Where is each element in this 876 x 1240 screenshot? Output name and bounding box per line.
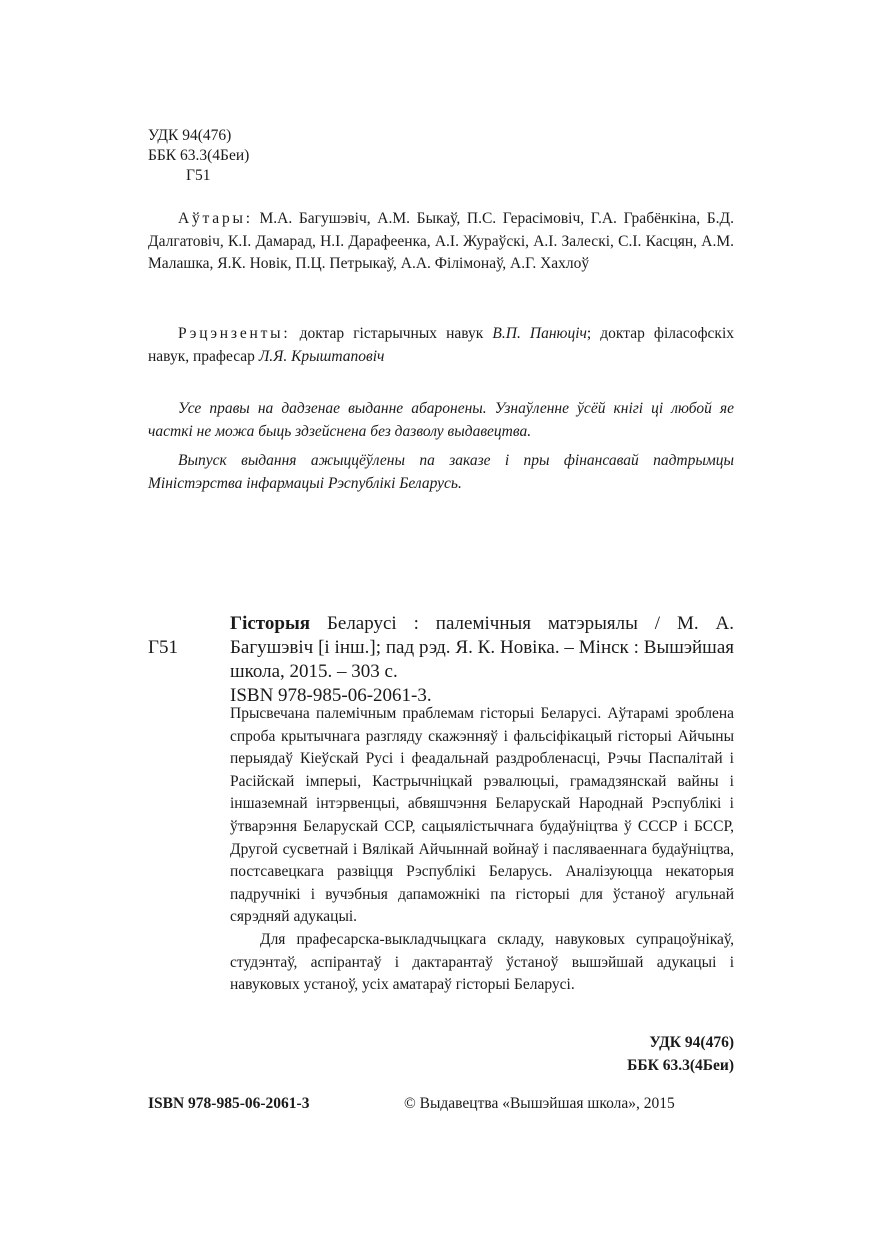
authors-paragraph (148, 208, 734, 276)
book-title: Гісторыя (230, 613, 311, 634)
bibliographic-details: Беларусі : палемічныя матэрыялы / М. А. Багушэвіч [і інш.]; пад рэд. Я. К. Новіка. – Мінск : Вышэйшая школа, 2015. – 303 с. (230, 613, 734, 682)
reviewers-paragraph (148, 323, 734, 368)
bibliographic-isbn: ISBN 978-985-06-2061-3. (230, 685, 432, 706)
bibliographic-code: Г51 (148, 637, 178, 658)
udk-code: УДК 94(476) (148, 127, 232, 144)
bbk-code: ББК 63.3(4Беи) (148, 147, 250, 164)
reviewers-label: Рэцэнзенты: (178, 325, 291, 342)
reviewers-text-2: ; доктар філасофскіх навук, прафесар (148, 325, 735, 365)
classification-codes (148, 126, 249, 186)
authors-names: М.А. Багушэвіч, А.М. Быкаў, П.С. Герасімовіч, Г.А. Грабёнкіна, Б.Д. Далгатовіч, К.І. Дамарад, Н.І. Дарафеенка, А.І. Жураўскі, А.І. Залескі, С.І. Касцян, А.М. Малашка, Я.К. Новік, П.Ц. Петрыкаў, А.А. Філімонаў, А.Г. Хахлоў (148, 210, 735, 272)
footer-classification-codes (627, 1031, 734, 1077)
copyright-notice: © Выдавецтва «Вышэйшая школа», 2015 (404, 1095, 675, 1112)
bibliographic-record (230, 612, 734, 708)
reviewers-text-1: доктар гістарычных навук (299, 325, 484, 342)
footer-udk-code: УДК 94(476) (649, 1034, 734, 1051)
rights-notice: Усе правы на дадзенае выданне абаронены. Узнаўленне ўсёй кнігі ці любой яе часткі не можа быць здзейснена без дазволу выдавецтва. (148, 400, 734, 440)
reviewer-name-2: Л.Я. Крыштаповіч (258, 347, 385, 365)
annotation (230, 703, 734, 997)
annotation-paragraph: Прысвечана палемічным праблемам гісторыі Беларусі. Аўтарамі зроблена спроба крытычнага разгляду скажэнняў і фальсіфікацый гісторыі Айчыны перыядаў Кіеўскай Русі і феадальнай раздробленасці, Рэчы Паспалітай і Расійскай імперыі, Кастрычніцкай рэвалюцыі, грамадзянскай вайны і іншаземнай інтэрвенцыі, абвяшчэння Беларускай Народнай Рэспублікі і ўтварэння Беларускай ССР, сацыялістычнага будаўніцтва ў СССР і БССР, Другой сусветнай і Вялікай Айчыннай войнаў і пасляваеннага будаўніцтва, постсавецкага развіцця Рэспублікі Беларусь. Аналізуюцца некаторыя падручнікі і вучэбныя дапаможнікі па гісторыі для ўстаноў агульнай сярэдняй адукацыі. (230, 705, 734, 926)
authors-label: Аўтары: (178, 210, 253, 227)
author-mark: Г51 (186, 167, 211, 184)
footer-bbk-code: ББК 63.3(4Беи) (627, 1057, 734, 1074)
footer-isbn: ISBN 978-985-06-2061-3 (148, 1095, 310, 1112)
reviewer-name-1: В.П. Панюціч (492, 325, 587, 342)
annotation-paragraph: Для прафесарска-выкладчыцкага складу, навуковых супрацоўнікаў, студэнтаў, аспірантаў і дактарантаў ўстаноў вышэйшай адукацыі і навуковых устаноў, усіх аматараў гісторыі Беларусі. (230, 930, 734, 994)
support-notice: Выпуск выдання ажыццёўлены па заказе і пры фінансавай падтрымцы Міністэрства інфармацыі Рэспублікі Беларусь. (148, 452, 734, 492)
